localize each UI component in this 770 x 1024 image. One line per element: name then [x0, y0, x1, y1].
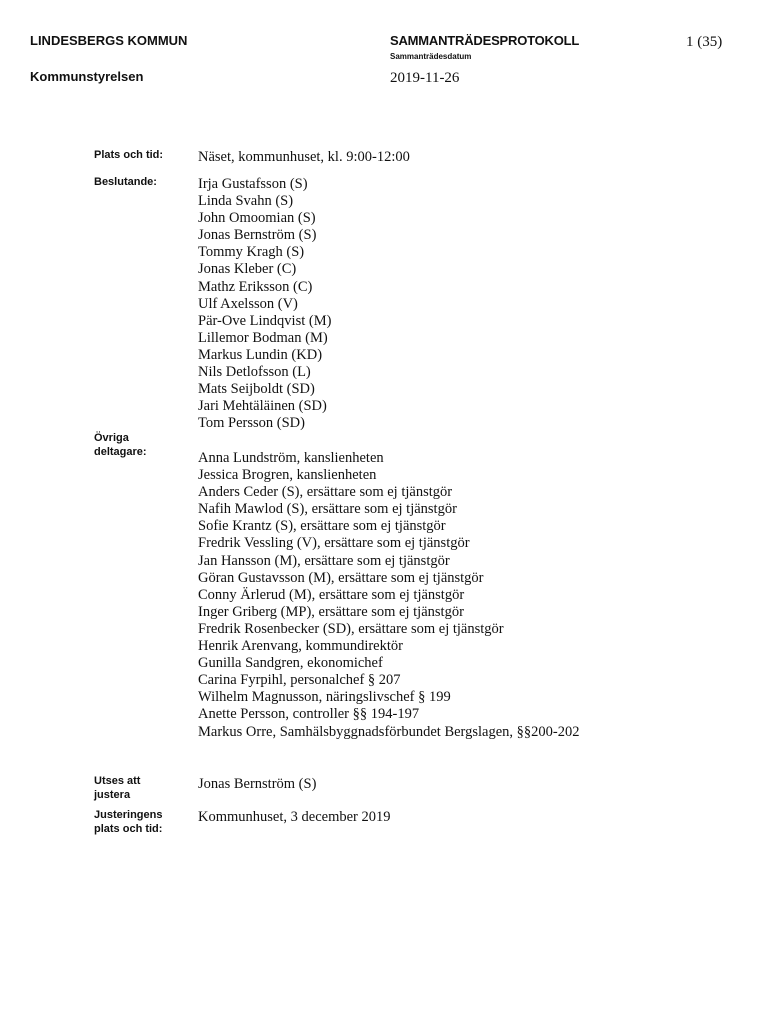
list-item: Ulf Axelsson (V) — [198, 295, 298, 312]
organization-name: LINDESBERGS KOMMUN — [30, 33, 188, 48]
other-participants-label-line2: deltagare: — [94, 446, 147, 458]
list-item: Jonas Bernström (S) — [198, 227, 317, 244]
meeting-date-label: Sammanträdesdatum — [390, 52, 472, 61]
list-item: Wilhelm Magnusson, näringslivschef § 199 — [198, 689, 451, 706]
list-item: Tom Persson (SD) — [198, 415, 305, 432]
meeting-date: 2019-11-26 — [390, 70, 460, 86]
deciding-label: Beslutande: — [94, 176, 157, 188]
list-item: Tommy Kragh (S) — [198, 244, 305, 261]
adjustment-value: Kommunhuset, 3 december 2019 — [198, 809, 391, 825]
list-item: Linda Svahn (S) — [198, 193, 294, 210]
list-item: Conny Ärlerud (M), ersättare som ej tjänstgör — [198, 586, 465, 603]
adjuster-value: Jonas Bernström (S) — [198, 776, 317, 792]
department-name: Kommunstyrelsen — [30, 69, 144, 84]
list-item: Markus Orre, Samhälsbyggnadsförbundet Bergslagen, §§200-202 — [198, 723, 580, 740]
adjustment-label — [94, 808, 162, 836]
list-item: Lillemor Bodman (M) — [198, 329, 328, 346]
other-participants-label-line1: Övriga — [94, 432, 129, 444]
adjustment-label-line1: Justeringens — [94, 809, 163, 821]
list-item: Jan Hansson (M), ersättare som ej tjänstgör — [198, 552, 450, 569]
deciding-members-list — [198, 176, 331, 432]
document-type: SAMMANTRÄDESPROTOKOLL — [390, 33, 580, 48]
list-item: Nils Detlofsson (L) — [198, 364, 311, 381]
adjuster-label-line1: Utses att — [94, 775, 141, 787]
list-item: Anna Lundström, kanslienheten — [198, 450, 384, 466]
adjuster-label — [94, 774, 140, 802]
list-item: Jonas Kleber (C) — [198, 261, 297, 278]
list-item: Henrik Arenvang, kommundirektör — [198, 638, 403, 655]
list-item: Anders Ceder (S), ersättare som ej tjänstgör — [198, 484, 453, 501]
list-item: Pär-Ove Lindqvist (M) — [198, 312, 332, 329]
list-item: John Omoomian (S) — [198, 210, 316, 227]
list-item: Mathz Eriksson (C) — [198, 278, 313, 295]
list-item: Jari Mehtäläinen (SD) — [198, 398, 327, 415]
list-item: Jessica Brogren, kanslienheten — [198, 467, 377, 484]
list-item: Carina Fyrpihl, personalchef § 207 — [198, 672, 401, 689]
adjuster-label-line2: justera — [94, 789, 131, 801]
adjustment-label-line2: plats och tid: — [94, 823, 163, 835]
list-item: Inger Griberg (MP), ersättare som ej tjänstgör — [198, 603, 464, 620]
list-item: Anette Persson, controller §§ 194-197 — [198, 706, 420, 723]
list-item: Markus Lundin (KD) — [198, 346, 323, 363]
list-item: Fredrik Vessling (V), ersättare som ej tjänstgör — [198, 535, 470, 552]
page-number: 1 (35) — [686, 34, 723, 50]
list-item: Sofie Krantz (S), ersättare som ej tjänstgör — [198, 518, 446, 535]
place-time-value: Näset, kommunhuset, kl. 9:00-12:00 — [198, 149, 410, 165]
list-item: Mats Seijboldt (SD) — [198, 381, 315, 398]
list-item: Göran Gustavsson (M), ersättare som ej tjänstgör — [198, 569, 484, 586]
place-time-label: Plats och tid: — [94, 149, 164, 161]
list-item: Fredrik Rosenbecker (SD), ersättare som ej tjänstgör — [198, 620, 504, 637]
list-item: Gunilla Sandgren, ekonomichef — [198, 655, 383, 672]
list-item: Irja Gustafsson (S) — [198, 176, 308, 192]
list-item: Nafih Mawlod (S), ersättare som ej tjänstgör — [198, 501, 457, 518]
other-participants-list — [198, 450, 580, 741]
other-participants-label — [94, 431, 147, 459]
